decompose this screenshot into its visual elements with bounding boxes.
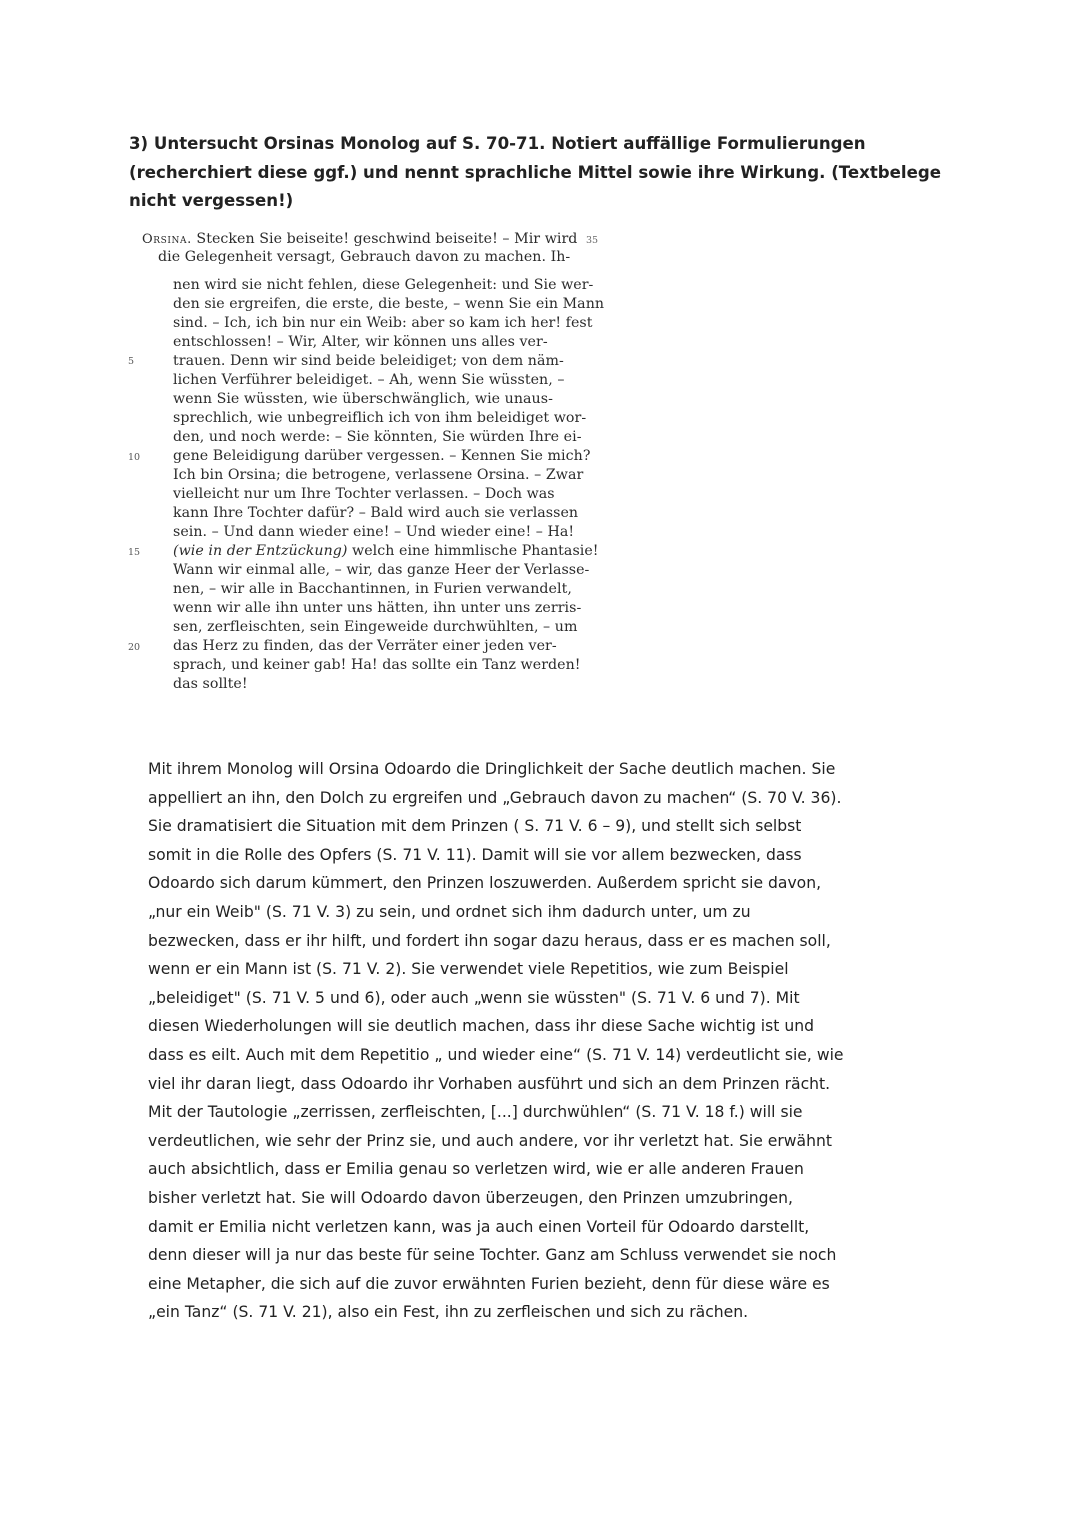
excerpt-text: Stecken Sie beiseite! geschwind beiseite! – Mir wird xyxy=(191,231,578,247)
excerpt-line xyxy=(173,542,599,561)
analysis-line: Sie dramatisiert die Situation mit dem Prinzen ( S. 71 V. 6 – 9), und stellt sich selbst xyxy=(148,817,802,836)
analysis-line: auch absichtlich, dass er Emilia genau so verletzen wird, wie er alle anderen Frauen xyxy=(148,1160,804,1179)
line-number: 35 xyxy=(586,235,599,246)
task-line: nicht vergessen!) xyxy=(129,191,294,210)
analysis-line: verdeutlichen, wie sehr der Prinz sie, und auch andere, vor ihr verletzt hat. Sie erwähnt xyxy=(148,1131,832,1150)
excerpt-line: entschlossen! – Wir, Alter, wir können uns alles ver- xyxy=(173,334,548,350)
excerpt-line: das Herz zu finden, das der Verräter einer jeden ver- xyxy=(173,638,557,654)
excerpt-line: kann Ihre Tochter dafür? – Bald wird auch sie verlassen xyxy=(173,505,579,521)
analysis-line: appelliert an ihn, den Dolch zu ergreifen und „Gebrauch davon zu machen“ (S. 70 V. 36). xyxy=(148,788,842,807)
line-number: 10 xyxy=(128,452,141,463)
analysis-line: viel ihr daran liegt, dass Odoardo ihr Vorhaben ausführt und sich an dem Prinzen rächt. xyxy=(148,1074,831,1093)
excerpt-line: sein. – Und dann wieder eine! – Und wieder eine! – Ha! xyxy=(173,524,575,540)
excerpt-line: wenn Sie wüssten, wie überschwänglich, wie unaus- xyxy=(173,391,553,407)
task-prompt xyxy=(129,130,949,216)
analysis-line: Odoardo sich darum kümmert, den Prinzen loszuwerden. Außerdem spricht sie davon, xyxy=(148,874,822,893)
analysis-line: somit in die Rolle des Opfers (S. 71 V. 11). Damit will sie vor allem bezwecken, dass xyxy=(148,845,802,864)
excerpt-line: sind. – Ich, ich bin nur ein Weib: aber so kam ich her! fest xyxy=(173,315,593,331)
analysis-line: Mit der Tautologie „zerrissen, zerfleischten, [...] durchwühlen“ (S. 71 V. 18 f.) will sie xyxy=(148,1103,803,1122)
excerpt-line: gene Beleidigung darüber vergessen. – Kennen Sie mich? xyxy=(173,448,591,464)
analysis-line: diesen Wiederholungen will sie deutlich machen, dass ihr diese Sache wichtig ist und xyxy=(148,1017,814,1036)
line-number: 15 xyxy=(128,547,141,558)
excerpt-line xyxy=(142,230,577,249)
stage-direction: (wie in der Entzückung) xyxy=(173,543,348,559)
excerpt-line: sprechlich, wie unbegreiflich ich von ihm beleidiget wor- xyxy=(173,410,587,426)
excerpt-line: den, und noch werde: – Sie könnten, Sie würden Ihre ei- xyxy=(173,429,582,445)
excerpt-line: Wann wir einmal alle, – wir, das ganze Heer der Verlasse- xyxy=(173,562,590,578)
line-number: 5 xyxy=(128,356,135,367)
analysis-line: wenn er ein Mann ist (S. 71 V. 2). Sie verwendet viele Repetitios, wie zum Beispiel xyxy=(148,960,789,979)
analysis-text xyxy=(148,755,948,1327)
analysis-line: „nur ein Weib" (S. 71 V. 3) zu sein, und ordnet sich ihm dadurch unter, um zu xyxy=(148,902,751,921)
excerpt-line: vielleicht nur um Ihre Tochter verlassen. – Doch was xyxy=(173,486,555,502)
analysis-line: eine Metapher, die sich auf die zuvor erwähnten Furien bezieht, denn für diese wäre es xyxy=(148,1274,830,1293)
excerpt-line: trauen. Denn wir sind beide beleidiget; von dem näm- xyxy=(173,353,564,369)
line-number: 20 xyxy=(128,642,141,653)
excerpt-line: das sollte! xyxy=(173,676,248,692)
excerpt-line: lichen Verführer beleidiget. – Ah, wenn Sie wüssten, – xyxy=(173,372,565,388)
excerpt-line: die Gelegenheit versagt, Gebrauch davon zu machen. Ih- xyxy=(158,249,571,265)
speaker-name: Orsina. xyxy=(142,232,192,247)
analysis-line: „ein Tanz“ (S. 71 V. 21), also ein Fest, ihn zu zerfleischen und sich zu rächen. xyxy=(148,1303,749,1322)
excerpt-text: welch eine himmlische Phantasie! xyxy=(347,543,599,559)
excerpt-line: Ich bin Orsina; die betrogene, verlassene Orsina. – Zwar xyxy=(173,467,584,483)
excerpt-line: nen wird sie nicht fehlen, diese Gelegenheit: und Sie wer- xyxy=(173,277,594,293)
analysis-line: bisher verletzt hat. Sie will Odoardo davon überzeugen, den Prinzen umzubringen, xyxy=(148,1188,793,1207)
analysis-line: denn dieser will ja nur das beste für seine Tochter. Ganz am Schluss verwendet sie noch xyxy=(148,1246,837,1265)
analysis-line: damit er Emilia nicht verletzen kann, was ja auch einen Vorteil für Odoardo darstellt, xyxy=(148,1217,810,1236)
analysis-line: „beleidiget" (S. 71 V. 5 und 6), oder auch „wenn sie wüssten" (S. 71 V. 6 und 7). Mit xyxy=(148,988,800,1007)
analysis-line: bezwecken, dass er ihr hilft, und fordert ihn sogar dazu heraus, dass er es machen soll, xyxy=(148,931,831,950)
drama-excerpt-scan xyxy=(128,226,603,706)
excerpt-line: sprach, und keiner gab! Ha! das sollte ein Tanz werden! xyxy=(173,657,581,673)
excerpt-line: wenn wir alle ihn unter uns hätten, ihn unter uns zerris- xyxy=(173,600,582,616)
analysis-line: dass es eilt. Auch mit dem Repetitio „ und wieder eine“ (S. 71 V. 14) verdeutlicht sie, wie xyxy=(148,1045,844,1064)
excerpt-line: sen, zerfleischten, sein Eingeweide durchwühlten, – um xyxy=(173,619,578,635)
task-line: (recherchiert diese ggf.) und nennt sprachliche Mittel sowie ihre Wirkung. (Textbelege xyxy=(129,162,941,182)
analysis-line: Mit ihrem Monolog will Orsina Odoardo die Dringlichkeit der Sache deutlich machen. Sie xyxy=(148,760,836,778)
excerpt-line: den sie ergreifen, die erste, die beste, – wenn Sie ein Mann xyxy=(173,296,605,312)
task-line: 3) Untersucht Orsinas Monolog auf S. 70-71. Notiert auffällige Formulierungen xyxy=(129,134,866,153)
excerpt-line: nen, – wir alle in Bacchantinnen, in Furien verwandelt, xyxy=(173,581,572,597)
